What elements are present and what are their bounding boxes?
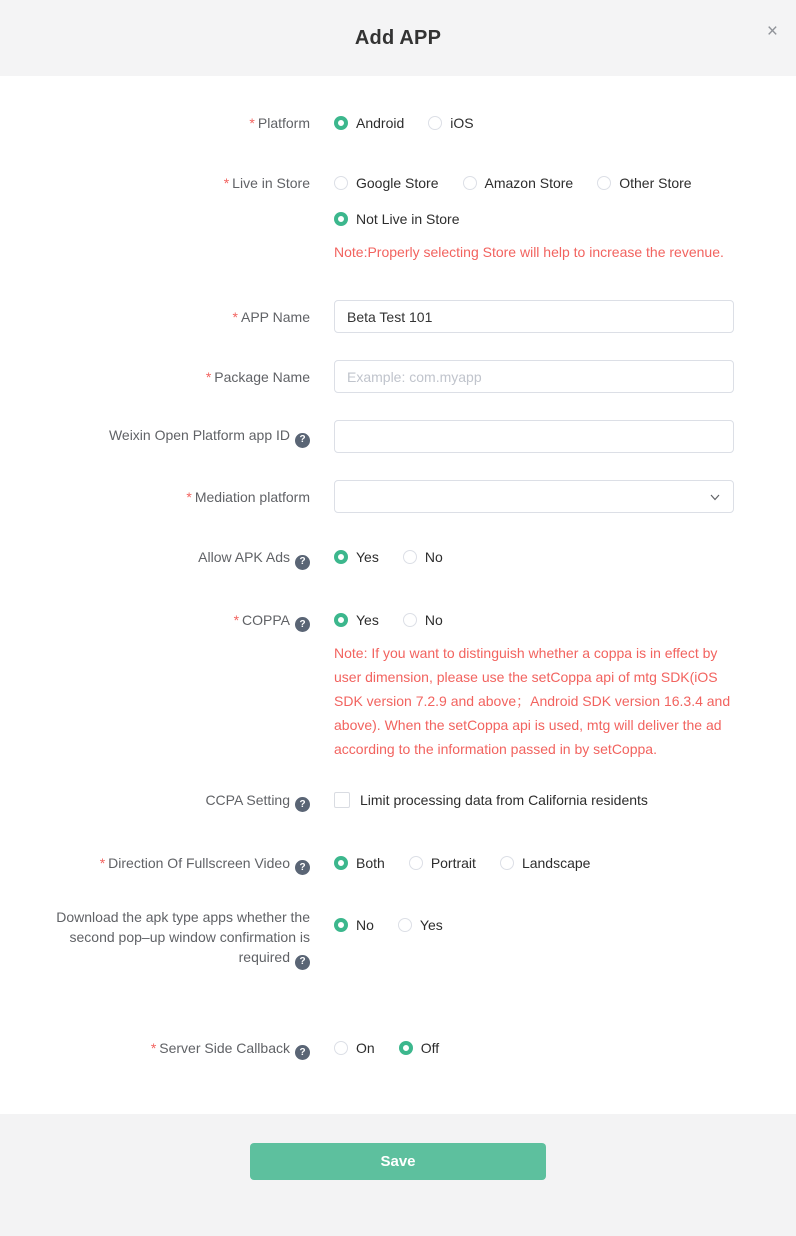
form-row-mediation-platform xyxy=(0,480,796,513)
direction-label xyxy=(0,853,310,876)
radio-other-store[interactable] xyxy=(597,173,691,193)
radio-dot-icon xyxy=(334,1041,348,1055)
label-text: APP Name xyxy=(241,308,310,325)
allow-apk-ads-label xyxy=(0,547,310,570)
direction-radio-group xyxy=(334,853,734,873)
label-text: Package Name xyxy=(214,368,310,385)
checkbox-label: Limit processing data from California residents xyxy=(360,791,648,808)
radio-label: Google Store xyxy=(356,175,439,191)
live-in-store-radio-group xyxy=(334,173,734,264)
allow-apk-ads-radio-group xyxy=(334,547,734,567)
help-icon[interactable]: ? xyxy=(295,955,310,970)
required-asterisk: * xyxy=(205,368,212,385)
not-live-line xyxy=(334,209,734,229)
radio-apk-ads-no[interactable] xyxy=(403,547,443,567)
radio-label: No xyxy=(424,611,443,628)
coppa-radio-group xyxy=(334,610,734,761)
platform-label xyxy=(0,113,310,133)
close-icon[interactable]: × xyxy=(766,21,778,42)
radio-label: Yes xyxy=(419,917,443,933)
radio-label: Portrait xyxy=(430,854,476,871)
label-text: Weixin Open Platform app ID xyxy=(108,427,290,444)
radio-dot-icon xyxy=(334,212,348,226)
help-icon[interactable]: ? xyxy=(295,860,310,875)
radio-dot-icon xyxy=(398,918,412,932)
radio-dot-icon xyxy=(334,176,348,190)
platform-radio-group xyxy=(334,113,734,133)
form-row-package-name xyxy=(0,360,796,393)
help-icon[interactable]: ? xyxy=(295,555,310,570)
radio-dot-icon xyxy=(500,856,514,870)
radio-dot-icon xyxy=(334,613,348,627)
radio-android[interactable] xyxy=(334,113,404,133)
checkbox-icon xyxy=(334,792,350,808)
radio-label: Other Store xyxy=(619,175,692,191)
form-row-server-side-callback xyxy=(0,1038,796,1061)
help-icon[interactable]: ? xyxy=(295,797,310,812)
label-text: Server Side Callback xyxy=(159,1039,290,1056)
help-icon[interactable]: ? xyxy=(295,433,310,448)
radio-download-confirm-no[interactable] xyxy=(334,915,374,935)
server-side-callback-label xyxy=(0,1038,310,1061)
dialog-header xyxy=(0,0,796,76)
weixin-app-id-input[interactable] xyxy=(334,420,734,453)
radio-label: Android xyxy=(356,115,405,131)
label-text: Download the apk type apps whether the second pop–up window confirmation is required xyxy=(56,909,310,965)
radio-dot-icon xyxy=(403,613,417,627)
ccpa-checkbox[interactable] xyxy=(334,790,648,810)
radio-apk-ads-yes[interactable] xyxy=(334,547,379,567)
radio-dot-icon xyxy=(334,918,348,932)
radio-label: Amazon Store xyxy=(484,175,574,191)
required-asterisk: * xyxy=(232,308,238,325)
radio-direction-both[interactable] xyxy=(334,853,385,873)
live-in-store-label xyxy=(0,173,310,193)
radio-coppa-no[interactable] xyxy=(403,610,443,630)
form-row-app-name xyxy=(0,300,796,333)
required-asterisk: * xyxy=(249,115,255,131)
package-name-input[interactable] xyxy=(334,360,734,393)
apk-download-confirmation-label xyxy=(0,907,310,970)
radio-dot-icon xyxy=(597,176,611,190)
form-row-coppa xyxy=(0,610,796,761)
radio-callback-off[interactable] xyxy=(399,1038,439,1058)
required-asterisk: * xyxy=(223,175,230,191)
weixin-app-id-label xyxy=(0,425,310,448)
radio-label: Both xyxy=(356,854,385,871)
radio-dot-icon xyxy=(334,550,348,564)
form-row-ccpa-setting xyxy=(0,790,796,813)
radio-dot-icon xyxy=(399,1041,413,1055)
required-asterisk: * xyxy=(99,854,106,871)
store-note-text: Note:Properly selecting Store will help to increase the revenue. xyxy=(334,244,724,260)
dialog-body xyxy=(0,76,796,1114)
radio-ios[interactable] xyxy=(428,113,473,133)
server-callback-radio-group xyxy=(334,1038,734,1058)
radio-dot-icon xyxy=(463,176,477,190)
radio-label: No xyxy=(356,917,374,933)
ccpa-control xyxy=(334,790,734,813)
mediation-platform-label xyxy=(0,487,310,507)
required-asterisk: * xyxy=(233,611,240,628)
radio-not-live-in-store[interactable] xyxy=(334,209,460,229)
radio-label: iOS xyxy=(450,115,474,131)
radio-label: Not Live in Store xyxy=(356,211,460,227)
radio-callback-on[interactable] xyxy=(334,1038,375,1058)
label-text: Direction Of Fullscreen Video xyxy=(108,854,290,871)
form-row-live-in-store xyxy=(0,173,796,264)
radio-label: Landscape xyxy=(521,854,591,871)
ccpa-setting-label xyxy=(0,790,310,813)
coppa-note-text: Note: If you want to distinguish whether a coppa is in effect by user dimension, please use the setCoppa api of mtg SDK(iOS SDK version 7.2.9 and above；Android SDK version 16.3.4 and above). When the setCoppa api is used, mtg will deliver the ad according to the information passed in by setCoppa. xyxy=(334,644,731,757)
package-name-control xyxy=(334,360,734,393)
store-options-line xyxy=(334,173,734,193)
required-asterisk: * xyxy=(150,1039,157,1056)
chevron-down-icon xyxy=(709,492,721,502)
label-text: CCPA Setting xyxy=(205,791,290,808)
label-text: COPPA xyxy=(242,611,290,628)
page-title: Add APP xyxy=(354,26,442,49)
apk-download-radio-group xyxy=(334,915,734,935)
radio-label: No xyxy=(424,549,443,565)
radio-coppa-yes[interactable] xyxy=(334,610,379,630)
coppa-options-line xyxy=(334,610,734,630)
save-button[interactable]: Save xyxy=(250,1143,546,1180)
app-name-label xyxy=(0,307,310,327)
mediation-platform-select[interactable] xyxy=(334,480,734,513)
radio-amazon-store[interactable] xyxy=(463,173,574,193)
form-row-direction-fullscreen-video xyxy=(0,853,796,876)
help-icon[interactable]: ? xyxy=(295,1045,310,1060)
radio-download-confirm-yes[interactable] xyxy=(398,915,443,935)
label-text: Platform xyxy=(257,115,310,131)
radio-label: Off xyxy=(420,1039,440,1056)
radio-dot-icon xyxy=(409,856,423,870)
form-row-apk-download-confirmation xyxy=(0,907,796,970)
label-text: Allow APK Ads xyxy=(198,549,290,565)
radio-direction-landscape[interactable] xyxy=(500,853,591,873)
radio-google-store[interactable] xyxy=(334,173,439,193)
form-row-platform xyxy=(0,113,796,133)
label-text: Mediation platform xyxy=(194,488,310,505)
coppa-label xyxy=(0,610,310,633)
app-name-control xyxy=(334,300,734,333)
form-row-allow-apk-ads xyxy=(0,547,796,570)
dialog-footer xyxy=(0,1114,796,1236)
radio-dot-icon xyxy=(428,116,442,130)
help-icon[interactable]: ? xyxy=(295,617,310,632)
weixin-app-id-control xyxy=(334,420,734,453)
radio-dot-icon xyxy=(334,116,348,130)
form-row-weixin-app-id xyxy=(0,420,796,453)
package-name-label xyxy=(0,367,310,387)
required-asterisk: * xyxy=(186,488,192,505)
radio-label: Yes xyxy=(356,611,379,628)
radio-dot-icon xyxy=(334,856,348,870)
radio-dot-icon xyxy=(403,550,417,564)
label-text: Live in Store xyxy=(232,175,310,191)
app-name-input[interactable] xyxy=(334,300,734,333)
radio-label: On xyxy=(356,1039,375,1056)
radio-label: Yes xyxy=(356,549,379,565)
mediation-platform-control xyxy=(334,480,734,513)
radio-direction-portrait[interactable] xyxy=(409,853,476,873)
